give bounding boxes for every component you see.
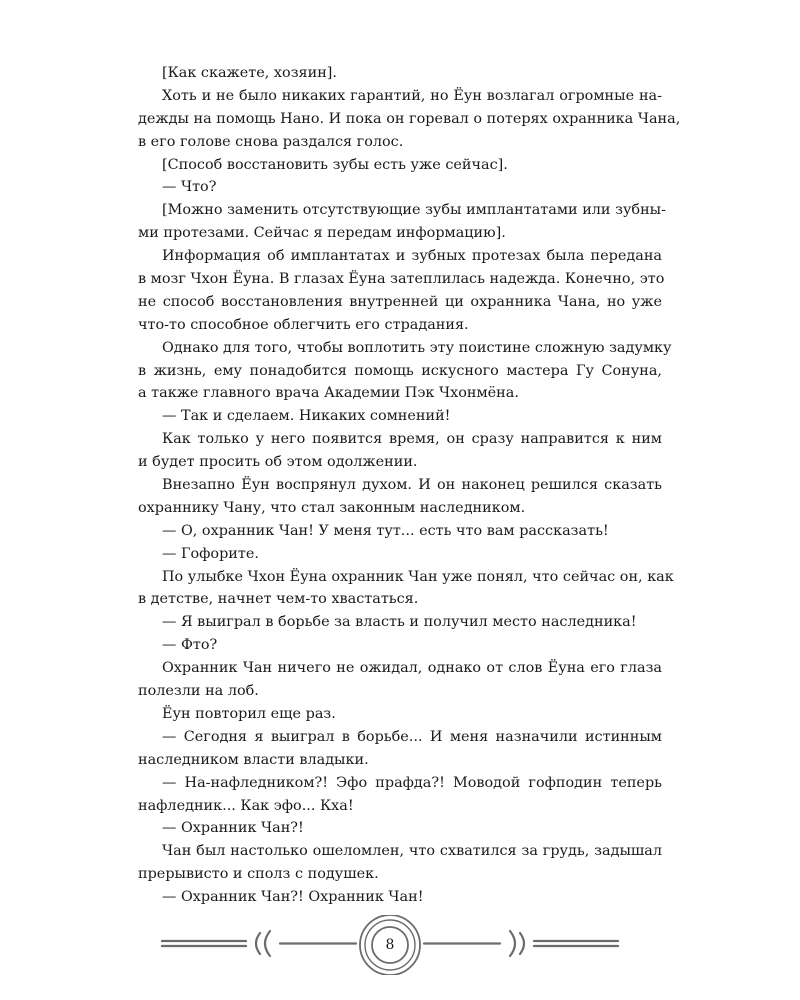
text-line: Однако для того, чтобы воплотить эту поистине сложную задумку — [162, 339, 672, 356]
text-line: По улыбке Чхон Ёуна охранник Чан уже понял, что сейчас он, как — [162, 568, 674, 585]
text-line: а также главного врача Академии Пэк Чхонмёна. — [138, 385, 519, 402]
page-body — [138, 62, 681, 909]
text-line: — На-нафледником?! Эфо прафда?! Моводой гофподин теперь — [162, 774, 662, 791]
text-line: наследником власти владыки. — [138, 751, 369, 768]
text-line: в жизнь, ему понадобится помощь искусного мастера Гу Сонуна, — [138, 362, 662, 379]
text-line: — О, охранник Чан! У меня тут... есть что вам рассказать! — [162, 522, 609, 539]
text-line: полезли на лоб. — [138, 683, 259, 700]
text-line: Чан был настолько ошеломлен, что схватился за грудь, задышал — [162, 843, 662, 860]
text-line: — Я выиграл в борьбе за власть и получил место наследника! — [162, 614, 637, 631]
text-line: — Фто? — [162, 637, 218, 654]
text-line: Как только у него появится время, он сразу направится к ним — [162, 431, 662, 448]
text-line: — Гофорите. — [162, 545, 259, 562]
text-line: в его голове снова раздался голос. — [138, 133, 404, 150]
text-line: Внезапно Ёун воспрянул духом. И он наконец решился сказать — [162, 477, 662, 494]
text-line: [Можно заменить отсутствующие зубы имплантатами или зубны- — [162, 202, 666, 219]
text-line: что-то способное облегчить его страдания. — [138, 316, 469, 333]
text-line: в мозг Чхон Ёуна. В глазах Ёуна затеплилась надежда. Конечно, это — [138, 271, 665, 288]
text-line: дежды на помощь Нано. И пока он горевал о потерях охранника Чана, — [138, 110, 681, 127]
text-line: прерывисто и сполз с подушек. — [138, 866, 379, 883]
text-line: Хоть и не было никаких гарантий, но Ёун возлагал огромные на- — [162, 87, 662, 104]
page-number: 8 — [385, 937, 395, 953]
text-line: в детстве, начнет чем-то хвастаться. — [138, 591, 419, 608]
text-line: [Как скажете, хозяин]. — [162, 65, 337, 81]
text-line: — Так и сделаем. Никаких сомнений! — [162, 408, 451, 425]
text-line: Информация об имплантатах и зубных протезах была передана — [162, 248, 662, 265]
text-line: — Охранник Чан?! — [162, 820, 304, 837]
text-line: и будет просить об этом одолжении. — [138, 454, 418, 471]
text-line: не способ восстановления внутренней ци охранника Чана, но уже — [138, 293, 662, 310]
text-line: — Сегодня я выиграл в борьбе... И меня назначили истинным — [162, 728, 662, 745]
text-line: — Охранник Чан?! Охранник Чан! — [162, 889, 424, 906]
text-line: ми протезами. Сейчас я передам информацию]. — [138, 225, 506, 242]
text-line: Ёун повторил еще раз. — [162, 705, 336, 722]
page-footer — [160, 915, 620, 975]
text-line: [Способ восстановить зубы есть уже сейчас]. — [162, 156, 508, 173]
text-line: нафледник... Как эфо... Кха! — [138, 797, 354, 814]
text-line: охраннику Чану, что стал законным наследником. — [138, 499, 526, 516]
text-line: — Что? — [162, 179, 217, 196]
text-line: Охранник Чан ничего не ожидал, однако от слов Ёуна его глаза — [162, 660, 662, 677]
